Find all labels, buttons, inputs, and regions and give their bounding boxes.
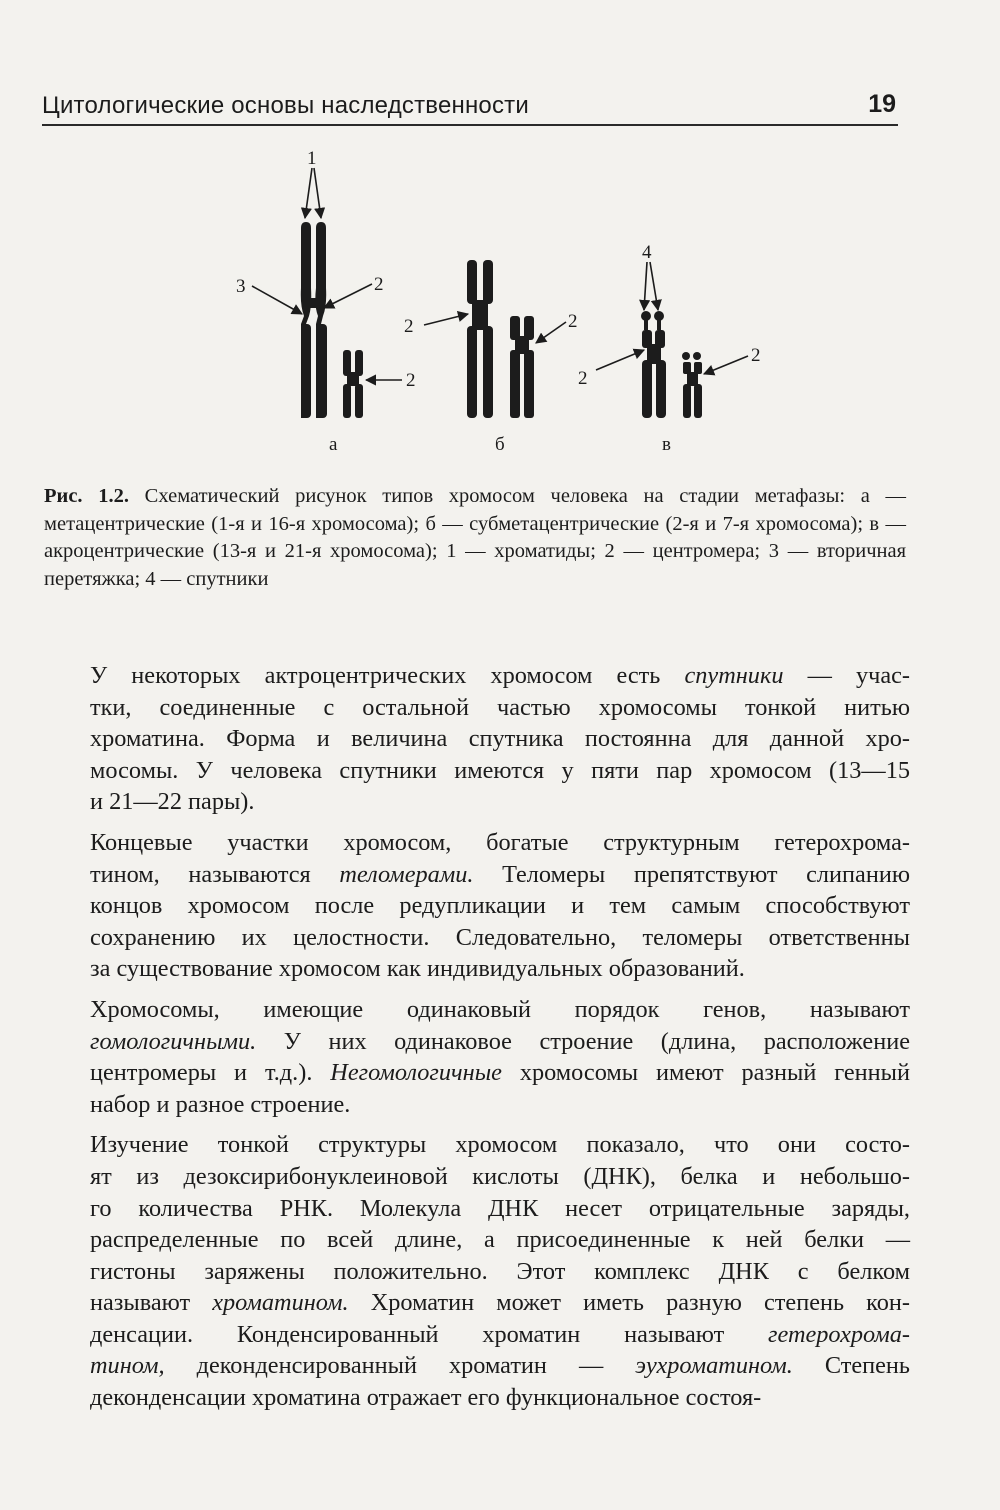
arrow-2-v-small [704, 356, 748, 374]
arrow-2-v-large [596, 350, 644, 370]
emphasized-term: гетерохрома- [768, 1320, 910, 1348]
label-1: 1 [307, 148, 317, 169]
emphasized-term: тином, [90, 1352, 165, 1380]
group-label-a: а [329, 434, 338, 455]
chromosome-figure [0, 138, 1000, 468]
arrow-2-a-large [324, 284, 372, 308]
text-line: Изучение тонкой структуры хромосом показало, что они состо- [90, 1131, 910, 1159]
header-title: Цитологические основы наследственности [42, 92, 529, 119]
chromosome-b-small [510, 316, 534, 418]
figure-caption [44, 483, 906, 593]
arrow-4-left [644, 262, 647, 310]
paragraph [58, 994, 910, 1120]
text-line: го количества РНК. Молекула ДНК несет отрицательные заряды, [90, 1194, 910, 1222]
emphasized-term: гомологичными. [90, 1027, 257, 1055]
text-line: концов хромосом после редупликации и тем самым способствуют [90, 892, 910, 920]
text-line: гомологичными. У них одинаковое строение (длина, расположение [90, 1027, 910, 1055]
chromosome-v-small [682, 352, 702, 418]
emphasized-term: хроматином. [212, 1289, 349, 1317]
text-line: и 21—22 пары). [90, 788, 255, 816]
text-line: набор и разное строение. [90, 1090, 351, 1118]
text-line: деконденсации хроматина отражает его функциональное состоя- [90, 1384, 762, 1412]
body-text [58, 660, 910, 1423]
caption-text: Схематический рисунок типов хромосом человека на стадии метафазы: а — метацентрические (1-я и 16-я хромосома); б — субметацентрические (2-я и 7-я хромосома); в — акроцентрические (13-я и 21-я хромосома); 1 — хроматиды; 2 — центромера; 3 — вторичная перетяжка; 4 — спутники [44, 485, 906, 590]
text-line: тином, деконденсированный хроматин — эухроматином. Степень [90, 1352, 911, 1380]
text-line: хроматина. Форма и величина спутника постоянна для данной хро- [90, 725, 910, 753]
group-label-b: б [495, 434, 505, 455]
text-line: за существование хромосом как индивидуальных образований. [90, 955, 745, 983]
label-2-a-small: 2 [406, 370, 416, 391]
running-header [42, 88, 898, 126]
label-2-a-large: 2 [374, 274, 384, 295]
chromosome-v-large [641, 311, 666, 418]
arrow-1-left [305, 168, 312, 218]
emphasized-term: Негомологичные [330, 1059, 502, 1087]
label-3: 3 [236, 276, 246, 297]
text-line: мосомы. У человека спутники имеются у пяти пар хромосом (13—15 [90, 756, 910, 784]
text-line: Хромосомы, имеющие одинаковый порядок генов, называют [90, 995, 910, 1023]
arrow-4-right [650, 262, 658, 310]
text-line: тином, называются теломерами. Теломеры препятствуют слипанию [90, 860, 911, 888]
emphasized-term: спутники [684, 662, 784, 689]
label-2-b-small: 2 [568, 311, 578, 332]
text-line: распределенные по всей длине, а присоединенные к ней белки — [90, 1226, 910, 1254]
chromosome-a-small [343, 350, 363, 418]
arrow-2-b-small [536, 322, 566, 343]
label-2-v-small: 2 [751, 345, 761, 366]
paragraph [58, 827, 910, 985]
text-line: сохранению их целостности. Следовательно, теломеры ответственны [90, 923, 910, 951]
text-line: центромеры и т.д.). Негомологичные хромосомы имеют разный генный [90, 1059, 910, 1087]
paragraph [58, 660, 910, 818]
emphasized-term: теломерами. [339, 860, 474, 888]
group-label-v: в [662, 434, 671, 455]
text-line: У некоторых актроцентрических хромосом есть спутники — учас- [90, 662, 910, 689]
text-line: ят из дезоксирибонуклеиновой кислоты (ДНК), белка и небольшо- [90, 1162, 910, 1190]
caption-label: Рис. 1.2. [44, 485, 129, 507]
label-2-v-large: 2 [578, 368, 588, 389]
arrow-3 [252, 286, 302, 314]
chromosome-a-large [301, 222, 327, 418]
label-2-b-large: 2 [404, 316, 414, 337]
label-4: 4 [642, 242, 652, 263]
emphasized-term: эухроматином. [635, 1352, 793, 1380]
text-line: Концевые участки хромосом, богатые структурным гетерохрома- [90, 828, 910, 856]
text-line: гистоны заряжены положительно. Этот комплекс ДНК с белком [90, 1257, 910, 1285]
text-line: называют хроматином. Хроматин может иметь разную степень кон- [90, 1289, 910, 1317]
chromosome-b-large [467, 260, 493, 418]
paragraph [58, 1129, 910, 1413]
arrow-2-b-large [424, 314, 468, 325]
arrow-1-right [314, 168, 321, 218]
text-line: тки, соединенные с остальной частью хромосомы тонкой нитью [90, 693, 910, 721]
page-number: 19 [868, 90, 896, 118]
chromosome-diagram [0, 138, 1000, 468]
text-line: денсации. Конденсированный хроматин называют гетерохрома- [90, 1320, 910, 1348]
